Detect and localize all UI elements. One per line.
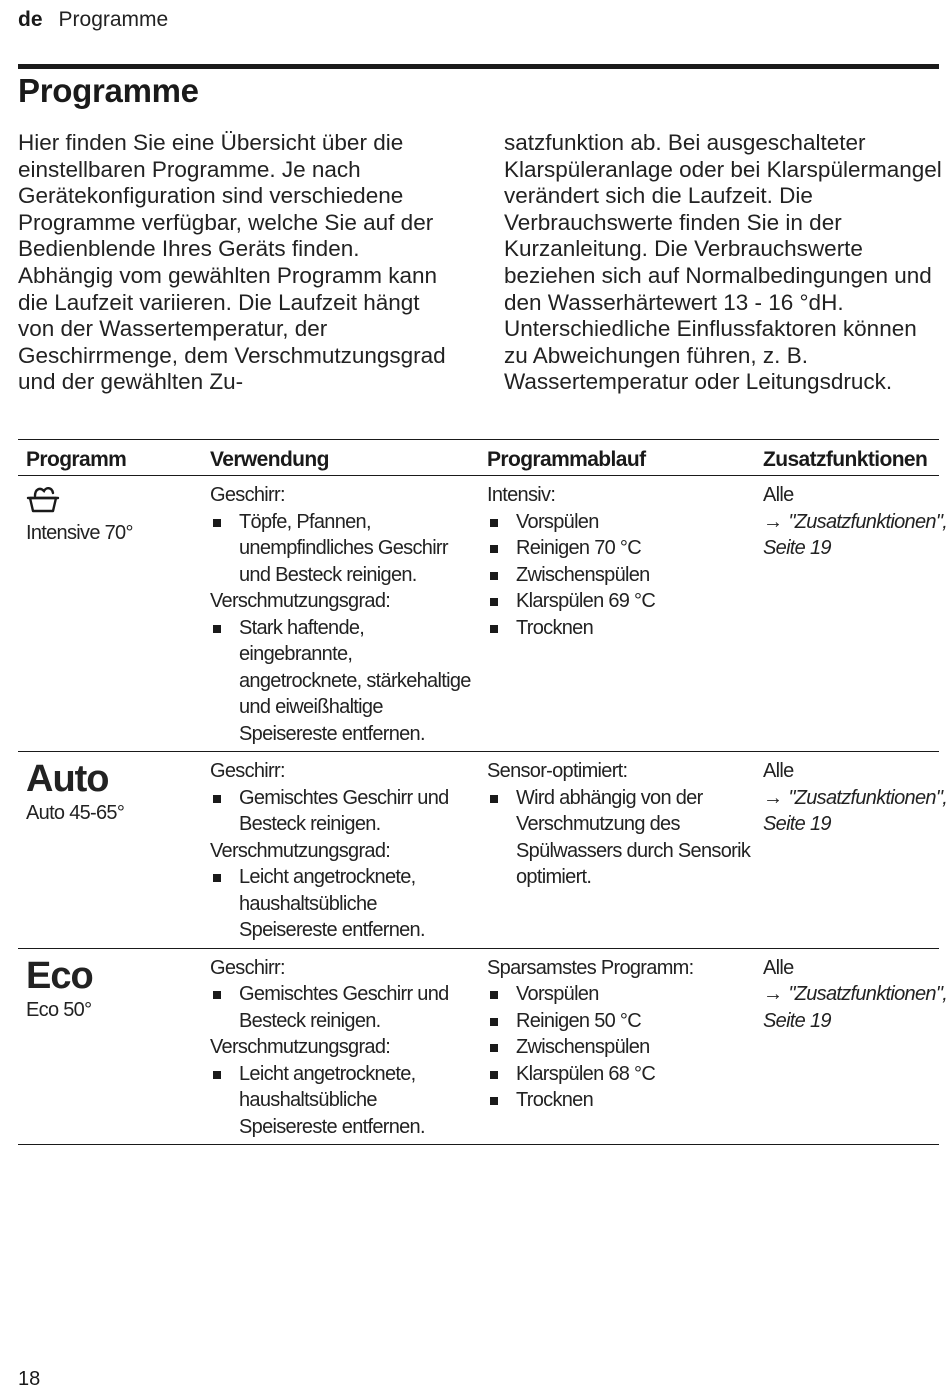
list-item: Gemischtes Geschirr und Besteck reinigen. xyxy=(210,785,475,838)
usage-label: Geschirr: xyxy=(210,760,285,782)
program-name: Eco 50° xyxy=(26,998,92,1021)
table-header-row xyxy=(18,440,939,476)
reference-link[interactable]: "Zusatzfunktionen", Seite 19 xyxy=(763,786,948,835)
flow-list xyxy=(487,509,751,642)
extras-cell xyxy=(755,948,948,1145)
extras-value: Alle xyxy=(763,956,794,979)
arrow-right-icon: → xyxy=(763,983,783,1005)
reference-link[interactable]: "Zusatzfunktionen", Seite 19 xyxy=(763,510,948,559)
usage-list xyxy=(210,864,475,944)
list-item: Leicht angetrocknete, haushaltsübliche Speisereste entfernen. xyxy=(210,1061,475,1141)
list-item: Vorspülen xyxy=(487,509,751,536)
pot-icon xyxy=(26,484,60,514)
intro-paragraph: Abhängig vom gewählten Programm kann die Laufzeit variieren. Die Laufzeit hängt von der Wassertemperatur, der Geschirrmenge, dem Verschmutzungsgrad und der gewählten Zu- xyxy=(18,262,446,395)
list-item: Trocknen xyxy=(487,615,751,642)
extras-value: Alle xyxy=(763,760,794,782)
usage-label: Geschirr: xyxy=(210,956,285,979)
table-row xyxy=(18,948,939,1145)
usage-list xyxy=(210,785,475,838)
flow-cell xyxy=(479,948,755,1145)
list-item: Vorspülen xyxy=(487,981,751,1008)
header-programm: Programm xyxy=(18,440,202,476)
intro-column-2 xyxy=(504,130,944,396)
page-header xyxy=(18,8,168,32)
flow-list xyxy=(487,981,751,1114)
program-cell xyxy=(18,948,202,1145)
programs-table xyxy=(18,439,948,1145)
list-item: Zwischenspülen xyxy=(487,562,751,589)
cross-reference[interactable] xyxy=(763,981,948,1034)
usage-cell xyxy=(202,948,479,1145)
flow-label: Intensiv: xyxy=(487,484,556,506)
usage-label: Geschirr: xyxy=(210,484,285,506)
intro-paragraph: Hier finden Sie eine Übersicht über die einstellbaren Programme. Je nach Gerätekonfiguration sind verschiedene Programme verfügbar, welche Sie auf der Bedienblende Ihres Geräts finden. xyxy=(18,130,434,262)
usage-cell xyxy=(202,752,479,949)
usage-cell xyxy=(202,476,479,752)
usage-label: Verschmutzungsgrad: xyxy=(210,590,391,612)
header-section-title: Programme xyxy=(58,8,169,31)
list-item: Klarspülen 68 °C xyxy=(487,1061,751,1088)
usage-list xyxy=(210,509,475,589)
flow-label: Sparsamstes Programm: xyxy=(487,956,694,979)
header-zusatzfunktionen: Zusatzfunktionen xyxy=(755,440,939,476)
list-item: Trocknen xyxy=(487,1087,751,1114)
arrow-right-icon: → xyxy=(763,786,783,809)
list-item: Gemischtes Geschirr und Besteck reinigen. xyxy=(210,981,475,1034)
list-item: Reinigen 50 °C xyxy=(487,1008,751,1035)
flow-label: Sensor-optimiert: xyxy=(487,760,628,782)
list-item: Reinigen 70 °C xyxy=(487,535,751,562)
intro-paragraph: satzfunktion ab. Bei ausgeschalteter Klarspüleranlage oder bei Klarspülermangel verändert sich die Laufzeit. Die Verbrauchswerte finden Sie in der Kurzanleitung. Die Verbrauchswerte beziehen sich auf Normalbedingungen und den Wasserhärtewert 13 - 16 °dH. Unterschiedliche Einflussfaktoren können zu Abweichungen führen, z. B. Wassertemperatur oder Leitungsdruck. xyxy=(504,130,942,395)
header-verwendung: Verwendung xyxy=(202,440,479,476)
table-row xyxy=(18,752,939,949)
eco-symbol-icon: Eco xyxy=(26,954,93,997)
usage-list xyxy=(210,981,475,1034)
usage-label: Verschmutzungsgrad: xyxy=(210,839,391,862)
extras-cell xyxy=(755,476,948,752)
usage-label: Verschmutzungsgrad: xyxy=(210,1036,391,1058)
program-cell xyxy=(18,752,202,949)
program-name: Intensive 70° xyxy=(26,522,133,544)
arrow-right-icon: → xyxy=(763,510,783,533)
cross-reference[interactable] xyxy=(763,509,948,562)
list-item: Wird abhängig von der Verschmutzung des Spülwassers durch Sensorik optimiert. xyxy=(487,785,751,891)
list-item: Klarspülen 69 °C xyxy=(487,588,751,615)
reference-link[interactable]: "Zusatzfunktionen", Seite 19 xyxy=(763,983,948,1032)
auto-symbol-icon: Auto xyxy=(26,758,109,800)
header-rule xyxy=(18,64,939,69)
language-code: de xyxy=(18,8,43,31)
extras-cell xyxy=(755,752,948,949)
intro-column-1 xyxy=(18,130,458,396)
cross-reference[interactable] xyxy=(763,785,948,838)
page-number: 18 xyxy=(18,1368,41,1390)
flow-list xyxy=(487,785,751,891)
page-title: Programme xyxy=(18,72,199,109)
extras-value: Alle xyxy=(763,484,794,506)
usage-list xyxy=(210,1061,475,1141)
program-cell xyxy=(18,476,202,752)
header-programmablauf: Programmablauf xyxy=(479,440,755,476)
flow-cell xyxy=(479,752,755,949)
list-item: Töpfe, Pfannen, unempfindliches Geschirr und Besteck reinigen. xyxy=(210,509,475,589)
program-name: Auto 45-65° xyxy=(26,802,125,824)
table-row xyxy=(18,476,939,752)
usage-list xyxy=(210,615,475,748)
list-item: Stark haftende, eingebrannte, angetrocknete, stärkehaltige und eiweißhaltige Speisereste entfernen. xyxy=(210,615,475,748)
list-item: Zwischenspülen xyxy=(487,1034,751,1061)
flow-cell xyxy=(479,476,755,752)
list-item: Leicht angetrocknete, haushaltsübliche Speisereste entfernen. xyxy=(210,864,475,944)
